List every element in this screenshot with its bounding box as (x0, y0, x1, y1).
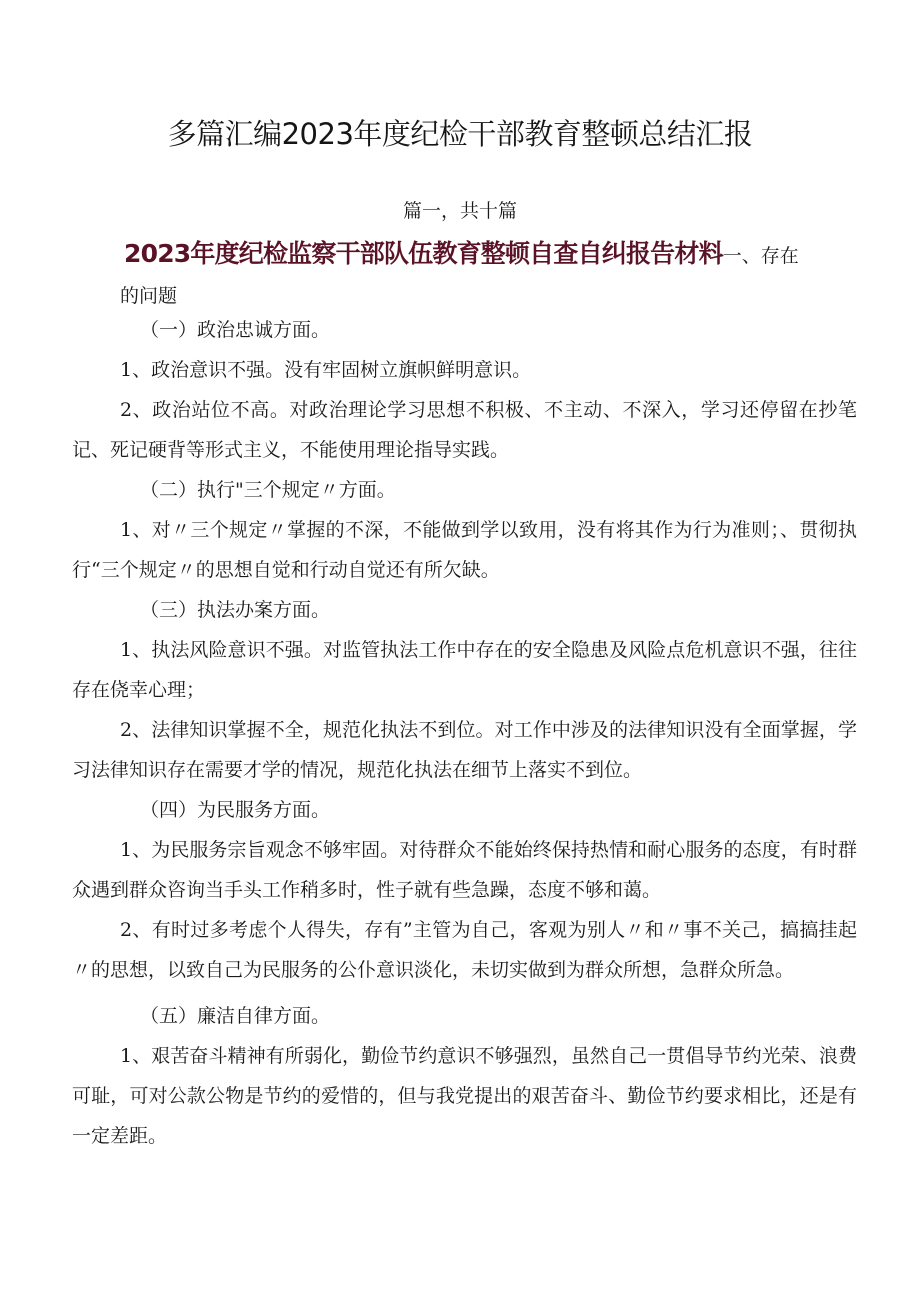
subsection-heading: （四）为民服务方面。 (140, 799, 331, 821)
body-paragraph: 1、政治意识不强。没有牢固树立旗帜鲜明意识。 (120, 359, 532, 381)
subsection-heading: （五）廉洁自律方面。 (140, 1005, 331, 1027)
body-paragraph: 1、执法风险意识不强。对监管执法工作中存在的安全隐患及风险点危机意识不强，往往存在侥幸心理； (72, 639, 857, 701)
subsection-heading: （三）执法办案方面。 (140, 599, 331, 621)
body-paragraph: 2、有时过多考虑个人得失，存有”主管为自己，客观为别人〃和〃事不关己，搞搞挂起〃的思想，以致自己为民服务的公仆意识淡化，未切实做到为群众所想，急群众所急。 (72, 919, 857, 981)
subsection-heading: （一）政治忠诚方面。 (140, 319, 331, 341)
report-heading (72, 234, 862, 316)
report-heading-rest: 一、存在 (722, 245, 799, 267)
document-body (72, 310, 857, 1156)
body-paragraph: 2、政治站位不高。对政治理论学习思想不积极、不主动、不深入，学习还停留在抄笔记、死记硬背等形式主义，不能使用理论指导实践。 (72, 399, 857, 461)
body-paragraph: 1、为民服务宗旨观念不够牢固。对待群众不能始终保持热情和耐心服务的态度，有时群众遇到群众咨询当手头工作稍多时，性子就有些急躁，态度不够和蔼。 (72, 839, 857, 901)
body-paragraph: 1、对〃三个规定〃掌握的不深，不能做到学以致用，没有将其作为行为准则；、贯彻执行“三个规定〃的思想自觉和行动自觉还有所欠缺。 (72, 519, 857, 581)
body-paragraph: 1、艰苦奋斗精神有所弱化，勤俭节约意识不够强烈，虽然自己一贯倡导节约光荣、浪费可耻，可对公款公物是节约的爱惜的，但与我党提出的艰苦奋斗、勤俭节约要求相比，还是有一定差距。 (72, 1045, 857, 1147)
report-heading-continuation: 的问题 (120, 285, 178, 307)
report-heading-title: 2023年度纪检监察干部队伍教育整顿自查自纠报告材料 (124, 239, 723, 268)
document-title: 多篇汇编2023年度纪检干部教育整顿总结汇报 (167, 117, 753, 151)
section-label: 篇一，共十篇 (402, 200, 517, 222)
subsection-heading: （二）执行"三个规定〃方面。 (140, 479, 396, 501)
body-paragraph: 2、法律知识掌握不全，规范化执法不到位。对工作中涉及的法律知识没有全面掌握，学习法律知识存在需要才学的情况，规范化执法在细节上落实不到位。 (72, 719, 857, 781)
